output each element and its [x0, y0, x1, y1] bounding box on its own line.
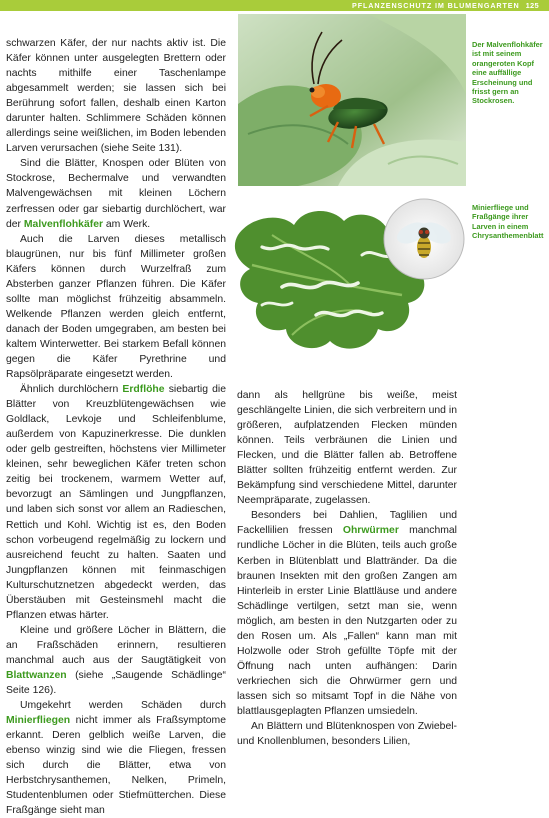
paragraph: Umgekehrt werden Schäden durch Minierfliegen nicht immer als Fraßsymptome erkannt. Deren gelblich weiße Larven, die ebenso winzig sind wie die Fliegen, fressen sich durch die Blätter, etwa von Herbstchrysanthemen, Nelken, Primeln, Studentenblumen oder Stiefmütterchen. Diese Fraßgänge sieht man [6, 700, 226, 817]
caption-malvenflohkaefer: Der Malvenflohkäfer ist mit seinem orangeroten Kopf eine auffällige Erscheinung und frisst gern an Stockrosen. [472, 40, 543, 106]
keyword-malvenflohkaefer: Malvenflohkäfer [23, 218, 104, 230]
paragraph: Kleine und größere Löcher in Blättern, die an Fraßschäden erinnern, resultieren manchmal auch aus der Saugtätigkeit von Blattwanzen (siehe „Saugende Schädlinge“ Seite 126). [6, 624, 226, 697]
right-text-column [237, 388, 457, 749]
page-number: 125 [525, 1, 539, 10]
paragraph: An Blättern und Blütenknospen von Zwiebel- und Knollenblumen, besonders Lilien, [237, 721, 457, 748]
paragraph: schwarzen Käfer, der nur nachts aktiv ist. Die Käfer können unter ausgelegten Brettern oder nachts mithilfe einer Taschenlampe abgesammelt werden; sie lassen sich bei Berührung sofort fallen, deshalb einen Karton darunter halten. Schlimmere Schäden können allerdings seine weißlichen, im Boden lebenden Larven verursachen (siehe Seite 131). [6, 38, 226, 155]
left-text-column [6, 36, 226, 818]
running-title: PFLANZENSCHUTZ IM BLUMENGARTEN [352, 1, 520, 10]
paragraph: Auch die Larven dieses metallisch blaugrünen, nur bis fünf Millimeter großen Käfers können durch Wurzelfraß zum Absterben ganzer Pflanzen führen. Die Käfer sollte man möglichst frühzeitig absammeln. Welkende Pflanzen werden gleich entfernt, danach der Boden umgegraben, am besten bei kaltem Winterwetter. Bei starkem Befall können gegen die Käfer Pyrethrine und Rapsölpräparate eingesetzt werden. [6, 233, 226, 381]
paragraph: Ähnlich durchlöchern Erdflöhe siebartig die Blätter von Kreuzblütengewächsen wie Goldlack, Levkoje und Schleifenblume, außerdem von Kapuzinerkresse. Die dunklen oder gelb gestreiften, höchstens vier Millimeter kleinen, sehr beweglichen Käfer treten schon zeitig bei trockenem, warmem Wetter auf, bevorzugt an Sämlingen und Jungpflanzen, und laben sich sonst vor allem an Radieschen, Rettich und Kohl. Wichtig ist es, den Boden schon vorbeugend regelmäßig zu lockern und ausreichend feucht zu halten. Saaten und Jungpflanzen können mit feinmaschigen Kulturschutznetzen abgedeckt werden, das Überstäuben mit Gesteinsmehl macht die Pflanzen etwas härter. [6, 384, 226, 621]
paragraph: Sind die Blätter, Knospen oder Blüten von Stockrose, Bechermalve und verwandten Malvengewächsen mit kleinen Löchern zerfressen oder gar siebartig durchlöchert, war der Malvenflohkäfer am Werk. [6, 158, 226, 230]
paragraph: Besonders bei Dahlien, Taglilien und Fackellilien fressen Ohrwürmer manchmal rundliche Löcher in die Blüten, teils auch große Kerben in Blütenblatt und Blattränder. Da die braunen Insekten mit den großen Zangen am Hinterleib in erster Linie Blattläuse und andere Schädlinge vertilgen, setzt man sie, wenn möglich, am besten in den Nutzgarten oder zu den Rosen um. Als „Fallen“ kann man mit Holzwolle oder Stroh gefüllte Töpfe mit der Öffnung nach unten aufhängen: Darin verkriechen sich die Ohrwürmer gern und lassen sich so mitsamt Topf in die Nähe von blattlausgeplagten Pflanzen umsiedeln. [237, 510, 457, 717]
beetle-photo [238, 14, 466, 186]
running-header [352, 0, 539, 11]
paragraph: dann als hellgrüne bis weiße, meist geschlängelte Linien, die sich verbreitern und in größeren, aufplatzenden Flecken münden können. Teils verbräunen die Linien und Flecken, und die Blätter fallen ab. Betroffene Blätter sollten frühzeitig entfernt werden. Zur Bekämpfung sind verschiedene Mittel, darunter Neempräparate, zugelassen. [237, 390, 457, 507]
caption-minierfliege: Minierfliege und Fraßgänge ihrer Larven in einem Chrysanthemenblatt [472, 203, 544, 241]
leaf-miner-photo [232, 195, 470, 355]
keyword-blattwanzen: Blattwanzen [6, 669, 67, 681]
keyword-ohrwuermer: Ohrwürmer [342, 525, 399, 537]
keyword-erdfloehe: Erdflöhe [122, 384, 165, 396]
keyword-minierfliegen: Minierfliegen [6, 715, 71, 727]
